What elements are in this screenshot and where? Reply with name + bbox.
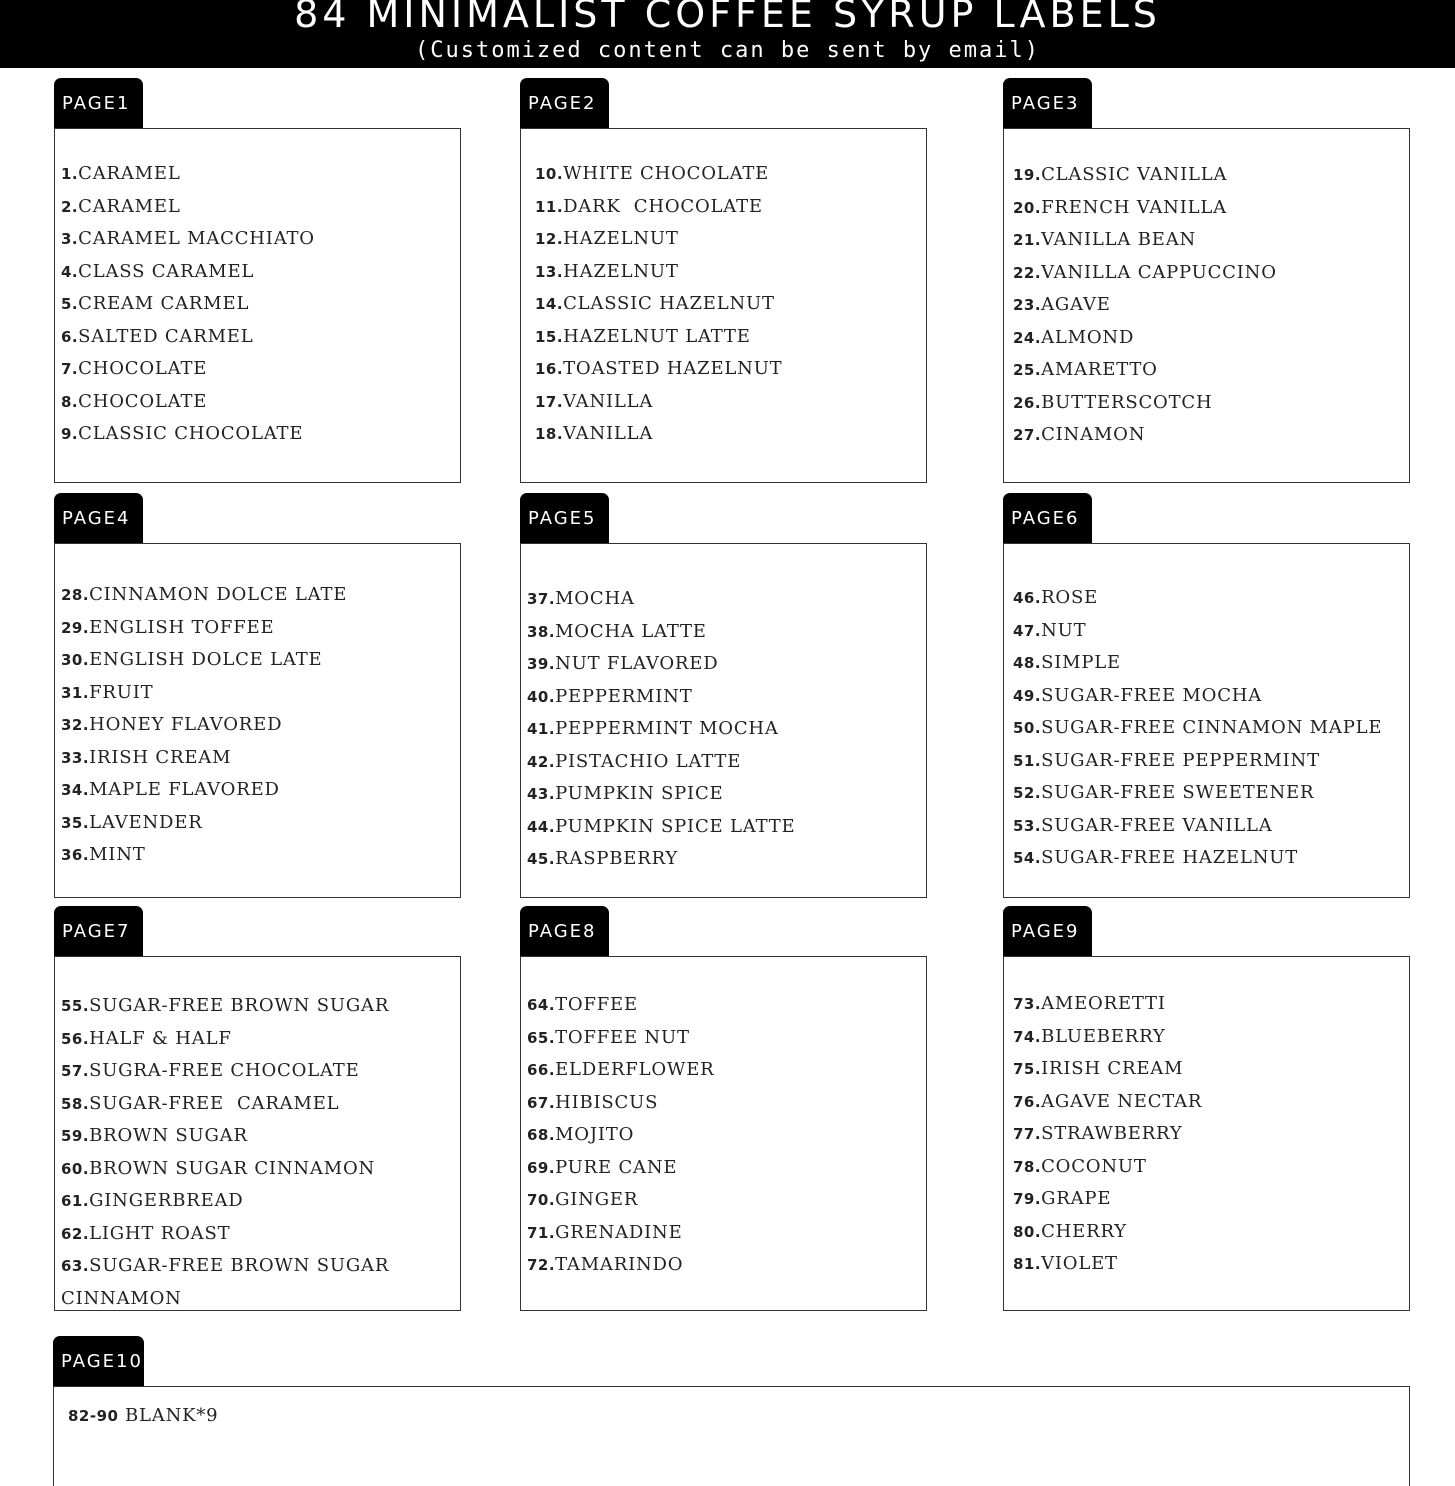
list-item xyxy=(535,418,783,451)
list-item xyxy=(527,1119,715,1152)
item-label: BROWN SUGAR CINNAMON xyxy=(89,1157,376,1179)
item-label: ROSE xyxy=(1041,587,1099,608)
list-item xyxy=(61,256,315,289)
list-item xyxy=(527,681,795,714)
item-label: HAZELNUT xyxy=(563,228,679,249)
item-label: GINGERBREAD xyxy=(89,1190,244,1211)
item-number: 49. xyxy=(1013,686,1042,705)
item-label: HAZELNUT xyxy=(563,260,679,282)
list-item xyxy=(1013,159,1277,192)
list-item xyxy=(535,353,783,386)
item-number: 69. xyxy=(527,1158,556,1177)
list-item xyxy=(1013,1021,1202,1054)
item-label: IRISH CREAM xyxy=(1041,1058,1184,1079)
item-label: CLASSIC HAZELNUT xyxy=(563,293,775,314)
section-box xyxy=(1003,543,1410,898)
syrup-list xyxy=(1013,582,1382,875)
item-number: 41. xyxy=(527,720,556,738)
list-item xyxy=(1013,842,1382,875)
item-number: 27. xyxy=(1013,426,1042,444)
item-number: 81. xyxy=(1013,1255,1042,1273)
item-number: 15. xyxy=(535,327,564,346)
section-box xyxy=(1003,128,1410,483)
section-box xyxy=(520,956,927,1311)
list-item xyxy=(61,990,389,1023)
item-number: 10. xyxy=(535,165,564,183)
item-number: 62. xyxy=(61,1224,90,1243)
list-item xyxy=(1013,1086,1202,1119)
item-label: SUGAR-FREE VANILLA xyxy=(1041,814,1273,836)
list-item xyxy=(61,1153,389,1186)
item-label: ELDERFLOWER xyxy=(555,1059,715,1080)
item-label: SUGAR-FREE CARAMEL xyxy=(89,1092,340,1114)
list-item xyxy=(61,353,315,386)
list-item xyxy=(61,742,347,775)
item-number: 36. xyxy=(61,846,90,864)
item-label: TOFFEE xyxy=(555,994,638,1015)
list-item xyxy=(527,648,795,681)
list-item xyxy=(535,321,783,354)
item-number: 16. xyxy=(535,360,564,378)
item-number: 72. xyxy=(527,1256,556,1274)
item-label: CINNAMON xyxy=(61,1287,182,1309)
list-item xyxy=(527,989,715,1022)
item-number: 46. xyxy=(1013,589,1042,607)
item-number: 31. xyxy=(61,683,90,702)
item-label: SUGAR-FREE PEPPERMINT xyxy=(1041,749,1320,771)
item-label: TAMARINDO xyxy=(555,1254,684,1275)
item-number: 17. xyxy=(535,392,564,411)
item-number: 70. xyxy=(527,1191,556,1209)
list-item xyxy=(61,1088,389,1121)
section-box xyxy=(54,956,461,1311)
list-item xyxy=(61,386,315,419)
item-label: VANILLA CAPPUCCINO xyxy=(1041,261,1277,283)
list-item xyxy=(61,418,315,451)
list-item xyxy=(1013,1053,1202,1086)
section-page7 xyxy=(54,906,461,1309)
section-tab: PAGE10 xyxy=(53,1336,144,1387)
list-item xyxy=(1013,647,1382,680)
item-label: PISTACHIO LATTE xyxy=(555,750,742,772)
item-number: 60. xyxy=(61,1159,90,1178)
item-label: TOASTED HAZELNUT xyxy=(563,358,783,379)
list-item xyxy=(61,839,347,872)
list-item xyxy=(1013,1248,1202,1281)
list-item xyxy=(1013,745,1382,778)
item-number: 6. xyxy=(61,327,79,346)
item-number: 43. xyxy=(527,785,556,803)
item-number: 73. xyxy=(1013,995,1042,1013)
banner-header xyxy=(0,0,1455,68)
item-number: 44. xyxy=(527,817,556,836)
item-label: MOCHA LATTE xyxy=(555,620,707,642)
section-tab: PAGE3 xyxy=(1003,78,1092,129)
item-number: 13. xyxy=(535,262,564,281)
item-number: 34. xyxy=(61,781,90,799)
item-label: SUGAR-FREE MOCHA xyxy=(1041,684,1263,706)
item-label: GRENADINE xyxy=(555,1221,683,1243)
list-item xyxy=(527,1087,715,1120)
item-number: 35. xyxy=(61,813,90,832)
item-label: HAZELNUT LATTE xyxy=(563,325,751,347)
item-label: CHOCOLATE xyxy=(78,358,208,379)
section-box xyxy=(520,543,927,898)
list-item xyxy=(61,1218,389,1251)
item-number: 67. xyxy=(527,1093,556,1112)
list-item xyxy=(61,709,347,742)
item-number: 58. xyxy=(61,1094,90,1113)
item-label: SIMPLE xyxy=(1041,652,1121,673)
item-number: 29. xyxy=(61,618,90,637)
item-number: 65. xyxy=(527,1028,556,1047)
item-number: 61. xyxy=(61,1192,90,1210)
item-label: CINAMON xyxy=(1041,424,1146,445)
section-tab: PAGE6 xyxy=(1003,493,1092,544)
section-tab: PAGE7 xyxy=(54,906,143,957)
item-number: 22. xyxy=(1013,263,1042,282)
list-item xyxy=(61,1055,389,1088)
item-number: 12. xyxy=(535,230,564,248)
list-item xyxy=(527,1184,715,1217)
list-item xyxy=(535,191,783,224)
item-label: HONEY FLAVORED xyxy=(89,714,283,735)
item-label: RASPBERRY xyxy=(555,848,679,869)
item-label: PUMPKIN SPICE LATTE xyxy=(555,815,796,837)
item-label: HIBISCUS xyxy=(555,1091,659,1113)
item-number: 74. xyxy=(1013,1027,1042,1046)
item-number: 20. xyxy=(1013,198,1042,217)
item-number: 56. xyxy=(61,1029,90,1048)
item-number: 40. xyxy=(527,687,556,706)
item-label: LAVENDER xyxy=(89,811,203,833)
item-label: FRENCH VANILLA xyxy=(1041,196,1227,218)
section-page4 xyxy=(54,493,461,865)
list-item xyxy=(527,1022,715,1055)
blank-labels-note xyxy=(68,1405,218,1426)
item-number: 8. xyxy=(61,392,79,411)
item-label: SUGAR-FREE BROWN SUGAR xyxy=(89,1255,390,1276)
list-item xyxy=(1013,1216,1202,1249)
item-label: STRAWBERRY xyxy=(1041,1123,1183,1144)
list-item xyxy=(61,1250,389,1283)
item-label: FRUIT xyxy=(89,681,154,703)
item-label: SUGRA-FREE CHOCOLATE xyxy=(89,1060,360,1081)
list-item xyxy=(1013,322,1277,355)
list-item xyxy=(1013,988,1202,1021)
item-label: CHERRY xyxy=(1041,1220,1127,1242)
item-number: 2. xyxy=(61,197,79,216)
list-item xyxy=(1013,1183,1202,1216)
item-number: 57. xyxy=(61,1062,90,1080)
item-label: PEPPERMINT xyxy=(555,685,693,707)
list-item xyxy=(1013,1118,1202,1151)
syrup-list xyxy=(61,579,347,872)
page-title: 84 MINIMALIST COFFEE SYRUP LABELS xyxy=(294,0,1161,36)
item-number: 50. xyxy=(1013,719,1042,737)
section-tab: PAGE5 xyxy=(520,493,609,544)
list-item xyxy=(1013,387,1277,420)
item-label: IRISH CREAM xyxy=(89,746,232,768)
list-item xyxy=(1013,192,1277,225)
item-number: 9. xyxy=(61,425,79,443)
item-number: 33. xyxy=(61,748,90,767)
list-item xyxy=(61,807,347,840)
section-page6 xyxy=(1003,493,1410,868)
item-number: 48. xyxy=(1013,654,1042,672)
item-label: CARAMEL xyxy=(78,195,181,217)
page-subtitle: (Customized content can be sent by email) xyxy=(414,38,1041,63)
item-number: 21. xyxy=(1013,231,1042,249)
list-item xyxy=(527,811,795,844)
item-label: CARAMEL xyxy=(78,163,181,184)
syrup-list xyxy=(1013,159,1277,452)
item-number: 63. xyxy=(61,1257,90,1275)
item-label: SUGAR-FREE SWEETENER xyxy=(1041,782,1315,803)
item-label: MOCHA xyxy=(555,588,635,609)
item-number: 79. xyxy=(1013,1190,1042,1208)
item-label: AMARETTO xyxy=(1041,359,1158,380)
list-item xyxy=(527,583,795,616)
section-box xyxy=(53,1386,1410,1486)
item-label: AMEORETTI xyxy=(1041,993,1166,1014)
list-item xyxy=(61,579,347,612)
item-label: NUT FLAVORED xyxy=(555,653,719,674)
item-label: VANILLA xyxy=(563,423,654,444)
item-label: MAPLE FLAVORED xyxy=(89,779,280,800)
item-number: 71. xyxy=(527,1223,556,1242)
item-label: GRAPE xyxy=(1041,1188,1112,1209)
section-box xyxy=(520,128,927,483)
item-number: 78. xyxy=(1013,1157,1042,1176)
list-item xyxy=(1013,810,1382,843)
list-item xyxy=(535,158,783,191)
list-item xyxy=(61,774,347,807)
item-label: ALMOND xyxy=(1041,326,1135,348)
section-page1 xyxy=(54,78,461,444)
list-item xyxy=(1013,582,1382,615)
item-label: BROWN SUGAR xyxy=(89,1125,248,1146)
item-label: BUTTERSCOTCH xyxy=(1041,391,1213,413)
item-number: 80. xyxy=(1013,1222,1042,1241)
section-page3 xyxy=(1003,78,1410,445)
section-box xyxy=(1003,956,1410,1311)
item-label: ENGLISH TOFFEE xyxy=(89,616,275,638)
item-number: 55. xyxy=(61,997,90,1015)
list-item xyxy=(1013,419,1277,452)
item-label: SALTED CARMEL xyxy=(78,325,254,347)
section-tab: PAGE9 xyxy=(1003,906,1092,957)
section-page5 xyxy=(520,493,927,869)
item-number: 26. xyxy=(1013,393,1042,412)
item-label: PURE CANE xyxy=(555,1156,678,1178)
item-number: 32. xyxy=(61,716,90,734)
list-item xyxy=(527,1054,715,1087)
list-item xyxy=(61,191,315,224)
list-item xyxy=(527,843,795,876)
item-number: 14. xyxy=(535,295,564,313)
list-item xyxy=(61,1185,389,1218)
item-number: 77. xyxy=(1013,1125,1042,1143)
list-item xyxy=(527,746,795,779)
item-number: 66. xyxy=(527,1061,556,1079)
syrup-list xyxy=(535,158,783,451)
list-item xyxy=(61,644,347,677)
item-label: AGAVE xyxy=(1041,294,1111,315)
item-label: VANILLA xyxy=(563,390,654,412)
item-number: 59. xyxy=(61,1127,90,1145)
list-item xyxy=(1013,257,1277,290)
list-item xyxy=(1013,615,1382,648)
item-number: 42. xyxy=(527,752,556,771)
section-page8 xyxy=(520,906,927,1275)
list-item xyxy=(61,677,347,710)
item-label: HALF & HALF xyxy=(89,1027,232,1049)
list-item xyxy=(61,223,315,256)
item-label: DARK CHOCOLATE xyxy=(563,195,763,217)
item-label: PUMPKIN SPICE xyxy=(555,783,724,804)
list-item xyxy=(61,1023,389,1056)
list-item xyxy=(1013,289,1277,322)
list-item xyxy=(61,1283,389,1316)
item-number: 5. xyxy=(61,295,79,313)
item-label: CREAM CARMEL xyxy=(78,293,250,314)
item-label: VIOLET xyxy=(1041,1253,1118,1274)
item-number: 24. xyxy=(1013,328,1042,347)
item-label: LIGHT ROAST xyxy=(89,1222,231,1244)
item-label: CARAMEL MACCHIATO xyxy=(78,228,315,249)
item-number: 52. xyxy=(1013,784,1042,802)
list-item xyxy=(527,1217,715,1250)
list-item xyxy=(61,1120,389,1153)
syrup-list xyxy=(61,158,315,451)
item-label: BLANK*9 xyxy=(118,1405,219,1426)
item-label: PEPPERMINT MOCHA xyxy=(555,718,779,739)
list-item xyxy=(535,223,783,256)
list-item xyxy=(527,1249,715,1282)
list-item xyxy=(527,1152,715,1185)
section-page9 xyxy=(1003,906,1410,1274)
section-page10 xyxy=(53,1336,1410,1470)
item-number: 19. xyxy=(1013,166,1042,184)
item-label: MINT xyxy=(89,844,146,865)
list-item xyxy=(1013,680,1382,713)
section-box xyxy=(54,543,461,898)
list-item xyxy=(1013,712,1382,745)
section-tab: PAGE1 xyxy=(54,78,143,129)
item-number: 30. xyxy=(61,651,90,669)
item-label: CLASSIC VANILLA xyxy=(1041,164,1228,185)
list-item xyxy=(1013,354,1277,387)
item-number: 4. xyxy=(61,262,79,281)
list-item xyxy=(61,612,347,645)
item-number: 7. xyxy=(61,360,79,378)
item-label: TOFFEE NUT xyxy=(555,1026,690,1048)
item-label: SUGAR-FREE BROWN SUGAR xyxy=(89,995,390,1016)
list-item xyxy=(527,713,795,746)
item-label: CHOCOLATE xyxy=(78,390,208,412)
item-number: 38. xyxy=(527,622,556,641)
list-item xyxy=(527,616,795,649)
list-item xyxy=(1013,777,1382,810)
item-number: 53. xyxy=(1013,816,1042,835)
item-number: 25. xyxy=(1013,361,1042,379)
syrup-list xyxy=(1013,988,1202,1281)
item-number: 51. xyxy=(1013,751,1042,770)
list-item xyxy=(61,321,315,354)
item-label: VANILLA BEAN xyxy=(1041,229,1197,250)
item-number: 75. xyxy=(1013,1060,1042,1078)
item-number: 37. xyxy=(527,590,556,608)
list-item xyxy=(1013,224,1277,257)
list-item xyxy=(1013,1151,1202,1184)
list-item xyxy=(61,158,315,191)
item-number: 1. xyxy=(61,165,79,183)
section-tab: PAGE2 xyxy=(520,78,609,129)
list-item xyxy=(535,288,783,321)
item-number: 68. xyxy=(527,1126,556,1144)
item-number: 47. xyxy=(1013,621,1042,640)
item-label: GINGER xyxy=(555,1189,639,1210)
section-tab: PAGE8 xyxy=(520,906,609,957)
item-label: SUGAR-FREE CINNAMON MAPLE xyxy=(1041,717,1383,738)
item-number: 11. xyxy=(535,197,564,216)
item-label: CLASSIC CHOCOLATE xyxy=(78,423,304,444)
item-label: ENGLISH DOLCE LATE xyxy=(89,649,323,670)
item-number: 23. xyxy=(1013,296,1042,314)
list-item xyxy=(527,778,795,811)
item-number: 82-90 xyxy=(68,1407,119,1425)
item-label: AGAVE NECTAR xyxy=(1041,1090,1203,1112)
item-label: COCONUT xyxy=(1041,1155,1147,1177)
item-label: BLUEBERRY xyxy=(1041,1025,1166,1047)
section-box xyxy=(54,128,461,483)
item-number: 3. xyxy=(61,230,79,248)
item-label: NUT xyxy=(1041,619,1087,641)
list-item xyxy=(535,386,783,419)
item-number: 39. xyxy=(527,655,556,673)
item-number: 28. xyxy=(61,586,90,604)
syrup-list xyxy=(527,583,795,876)
item-number: 76. xyxy=(1013,1092,1042,1111)
item-label: WHITE CHOCOLATE xyxy=(563,163,770,184)
section-page2 xyxy=(520,78,927,444)
item-number: 64. xyxy=(527,996,556,1014)
item-number: 45. xyxy=(527,850,556,868)
item-label: CLASS CARAMEL xyxy=(78,260,255,282)
list-item xyxy=(61,288,315,321)
list-item xyxy=(535,256,783,289)
item-label: MOJITO xyxy=(555,1124,635,1145)
syrup-list xyxy=(61,990,389,1315)
item-number: 18. xyxy=(535,425,564,443)
syrup-list xyxy=(527,989,715,1282)
item-label: CINNAMON DOLCE LATE xyxy=(89,584,348,605)
item-label: SUGAR-FREE HAZELNUT xyxy=(1041,847,1299,868)
section-tab: PAGE4 xyxy=(54,493,143,544)
item-number: 54. xyxy=(1013,849,1042,867)
